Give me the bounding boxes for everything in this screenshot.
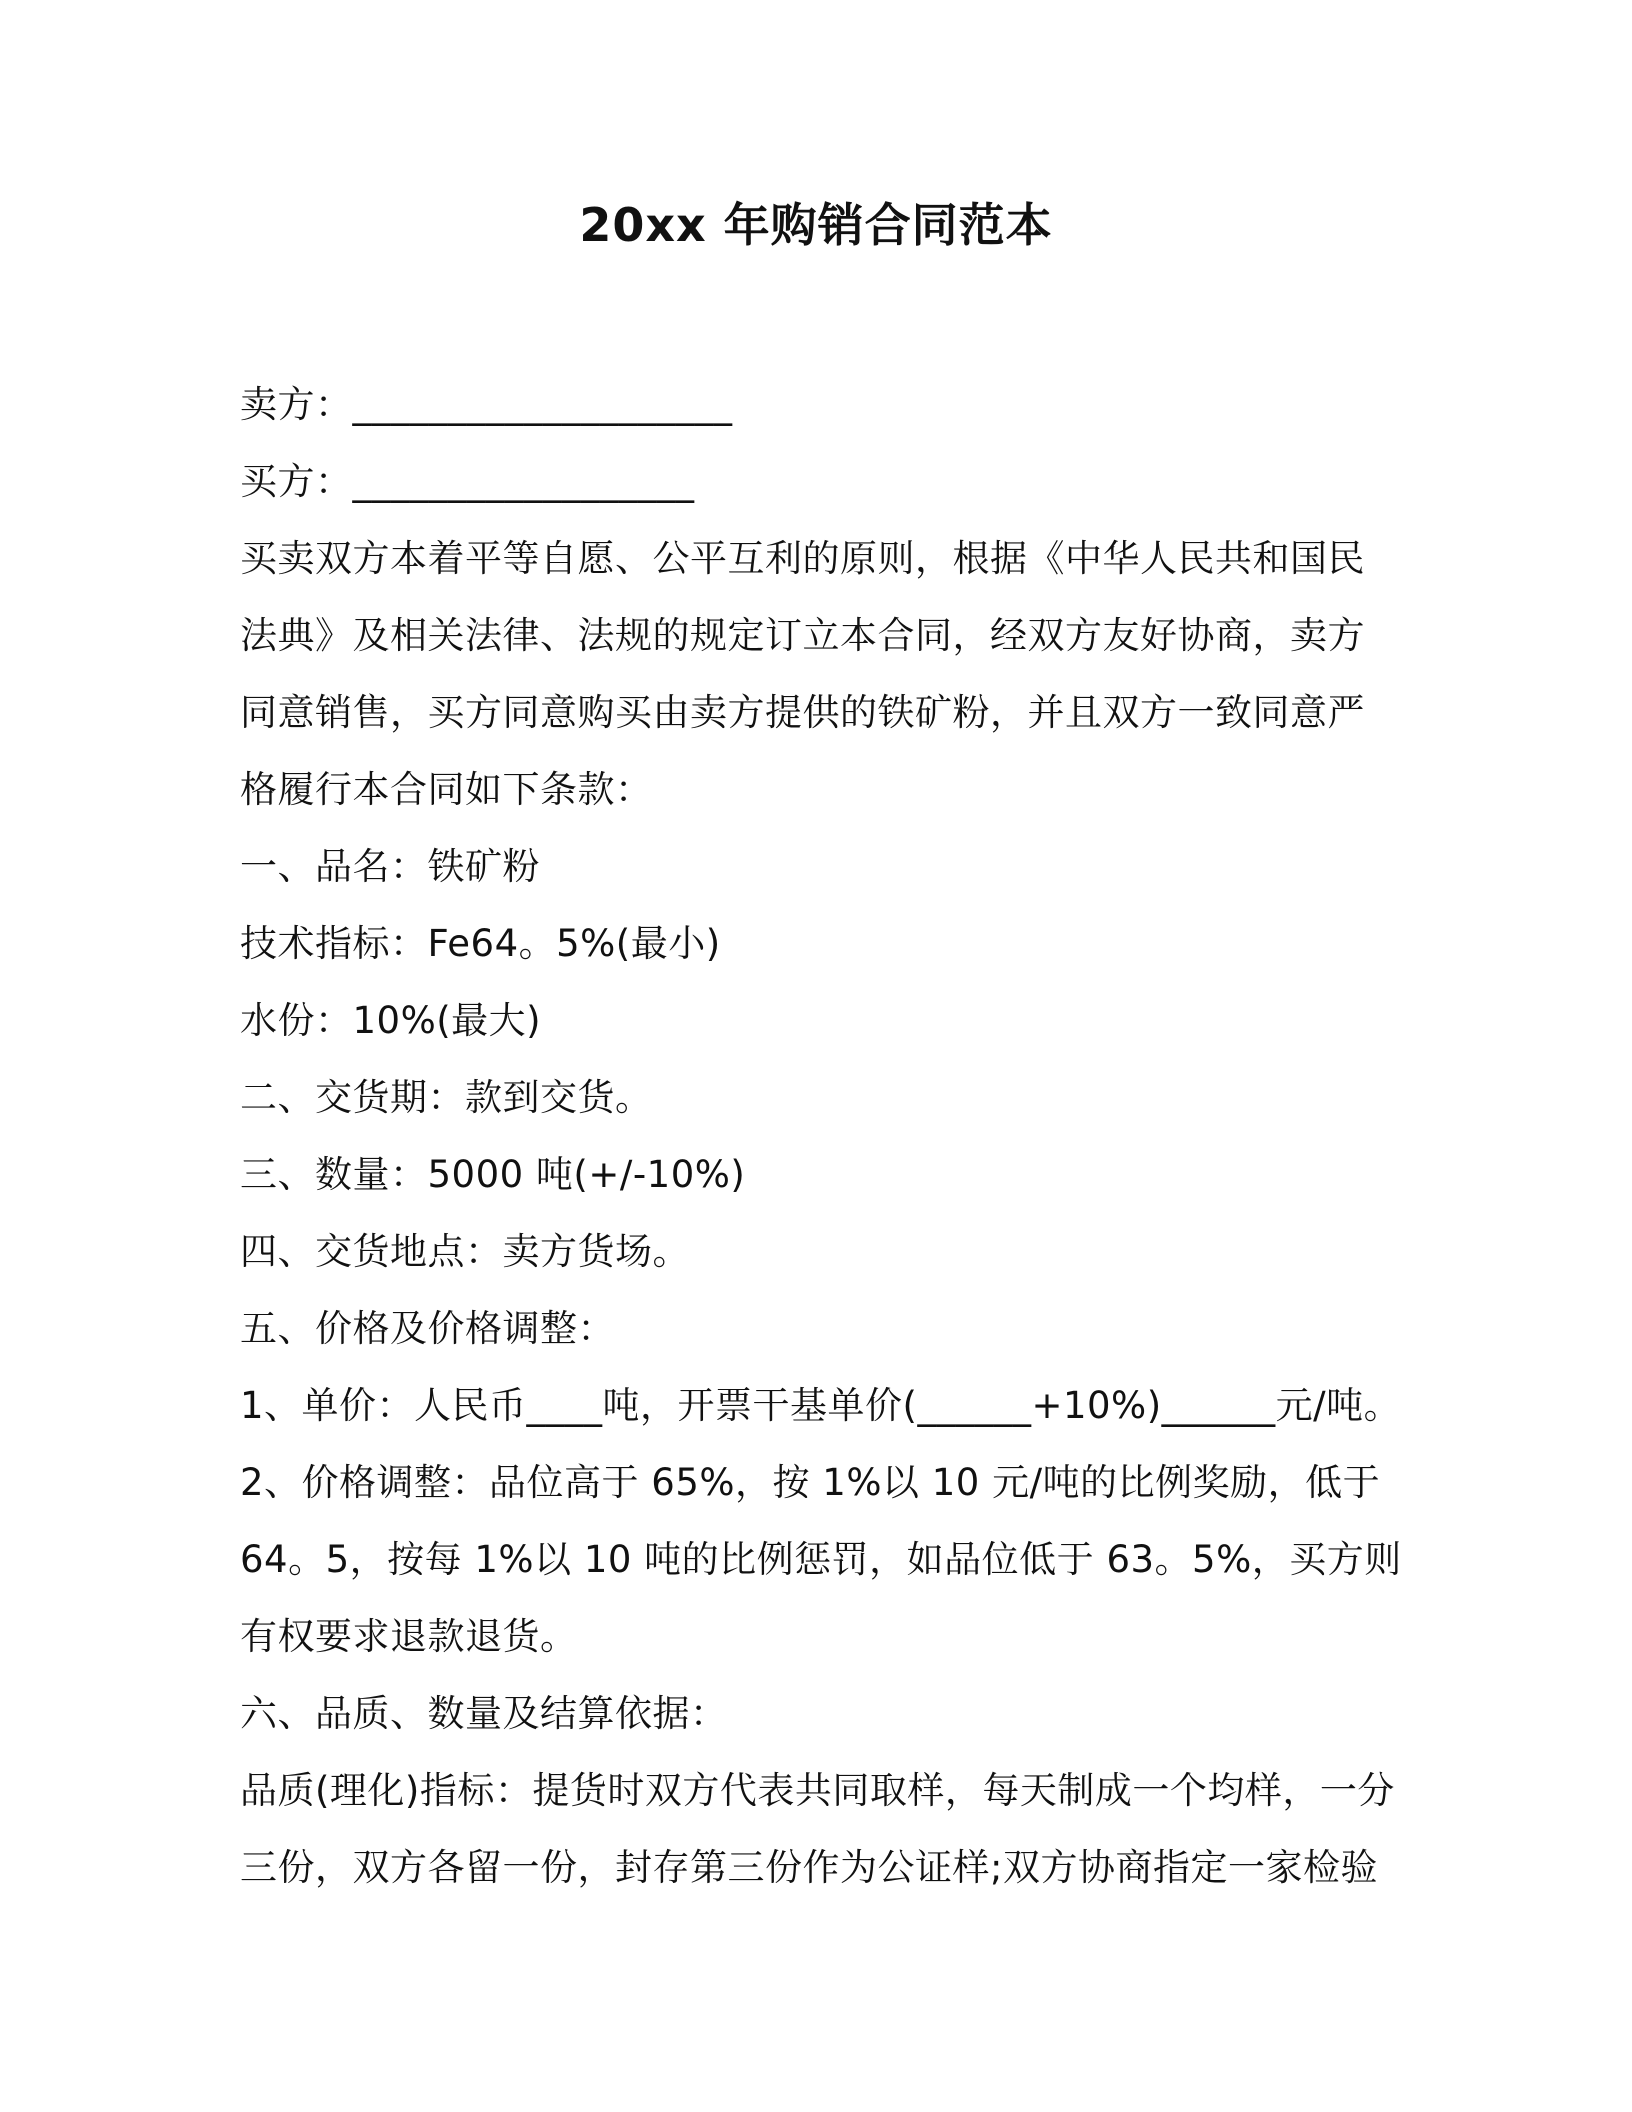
clause-product-name: 一、品名：铁矿粉 xyxy=(240,845,540,888)
paragraph-line: 同意销售，买方同意购买由卖方提供的铁矿粉，并且双方一致同意严 xyxy=(240,691,1365,734)
clause-quantity: 三、数量：5000 吨(+/-10%) xyxy=(240,1153,746,1196)
seller-line: 卖方：____________________ xyxy=(240,383,733,426)
clause-price-adjustment-cont: 64。5，按每 1%以 10 吨的比例惩罚，如品位低于 63。5%，买方则 xyxy=(240,1538,1402,1581)
paragraph-line: 买卖双方本着平等自愿、公平互利的原则，根据《中华人民共和国民 xyxy=(240,537,1365,580)
clause-price-adjustment: 2、价格调整：品位高于 65%，按 1%以 10 元/吨的比例奖励，低于 xyxy=(240,1461,1381,1504)
clause-delivery-location: 四、交货地点：卖方货场。 xyxy=(240,1230,690,1273)
document-title: 20xx 年购销合同范本 xyxy=(579,198,1053,252)
paragraph-line: 法典》及相关法律、法规的规定订立本合同，经双方友好协商，卖方 xyxy=(240,614,1365,657)
clause-quality-index: 品质(理化)指标：提货时双方代表共同取样，每天制成一个均样，一分 xyxy=(240,1769,1395,1812)
buyer-line: 买方：__________________ xyxy=(240,460,695,503)
document-body xyxy=(240,366,1410,1906)
clause-delivery-date: 二、交货期：款到交货。 xyxy=(240,1076,653,1119)
clause-unit-price: 1、单价：人民币____吨，开票干基单价(______+10%)______元/吨。 xyxy=(240,1384,1402,1427)
clause-quality-heading: 六、品质、数量及结算依据： xyxy=(240,1692,728,1735)
clause-price-adjustment-cont: 有权要求退款退货。 xyxy=(240,1615,578,1658)
clause-moisture: 水份：10%(最大) xyxy=(240,999,542,1042)
clause-quality-index-cont: 三份，双方各留一份，封存第三份作为公证样;双方协商指定一家检验 xyxy=(240,1846,1378,1889)
clause-price-heading: 五、价格及价格调整： xyxy=(240,1307,615,1350)
paragraph-line: 格履行本合同如下条款： xyxy=(240,768,653,811)
clause-technical-index: 技术指标：Fe64。5%(最小) xyxy=(240,922,721,965)
